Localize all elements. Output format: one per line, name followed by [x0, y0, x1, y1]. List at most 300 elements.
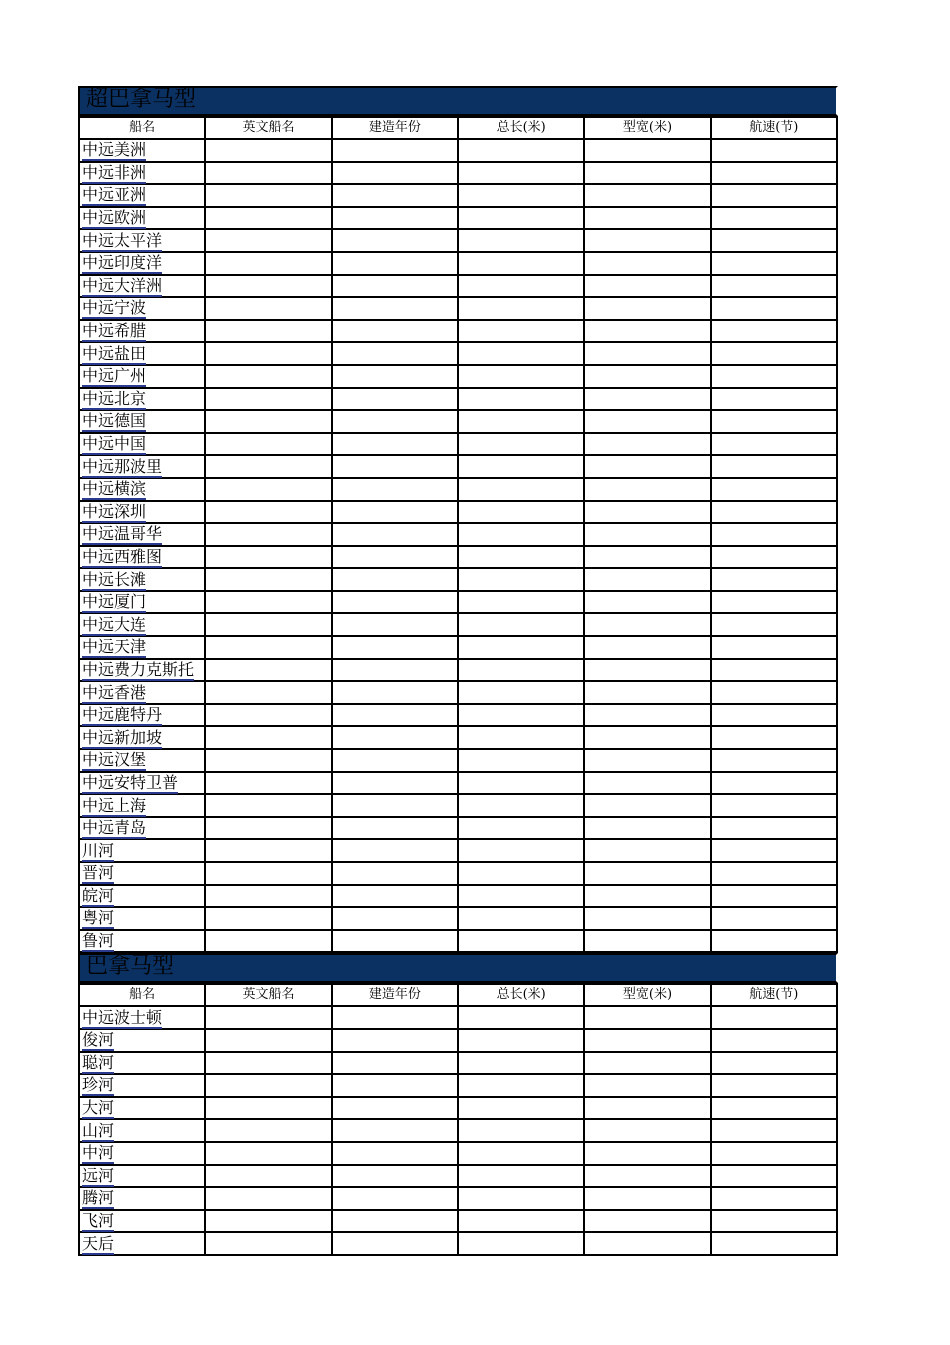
- empty-cell[interactable]: [332, 365, 458, 388]
- empty-cell[interactable]: [711, 1029, 837, 1052]
- ship-name-cell[interactable]: [79, 275, 205, 298]
- empty-cell[interactable]: [205, 568, 331, 591]
- empty-cell[interactable]: [458, 546, 584, 569]
- empty-cell[interactable]: [205, 772, 331, 795]
- empty-cell[interactable]: [332, 501, 458, 524]
- empty-cell[interactable]: [205, 388, 331, 411]
- empty-cell[interactable]: [584, 817, 710, 840]
- empty-cell[interactable]: [205, 726, 331, 749]
- empty-cell[interactable]: [458, 817, 584, 840]
- empty-cell[interactable]: [711, 229, 837, 252]
- empty-cell[interactable]: [711, 139, 837, 162]
- empty-cell[interactable]: [332, 320, 458, 343]
- empty-cell[interactable]: [458, 139, 584, 162]
- empty-cell[interactable]: [584, 704, 710, 727]
- ship-name-cell[interactable]: [79, 546, 205, 569]
- ship-name-cell[interactable]: [79, 455, 205, 478]
- ship-name-cell[interactable]: [79, 1074, 205, 1097]
- empty-cell[interactable]: [458, 297, 584, 320]
- empty-cell[interactable]: [584, 455, 710, 478]
- empty-cell[interactable]: [711, 365, 837, 388]
- empty-cell[interactable]: [332, 1210, 458, 1233]
- empty-cell[interactable]: [584, 659, 710, 682]
- empty-cell[interactable]: [711, 1165, 837, 1188]
- empty-cell[interactable]: [711, 1187, 837, 1210]
- ship-name-cell[interactable]: [79, 342, 205, 365]
- empty-cell[interactable]: [332, 1142, 458, 1165]
- empty-cell[interactable]: [711, 275, 837, 298]
- empty-cell[interactable]: [458, 388, 584, 411]
- empty-cell[interactable]: [458, 1074, 584, 1097]
- empty-cell[interactable]: [711, 1097, 837, 1120]
- empty-cell[interactable]: [584, 478, 710, 501]
- empty-cell[interactable]: [458, 1097, 584, 1120]
- empty-cell[interactable]: [332, 410, 458, 433]
- empty-cell[interactable]: [711, 478, 837, 501]
- empty-cell[interactable]: [458, 885, 584, 908]
- empty-cell[interactable]: [458, 1119, 584, 1142]
- empty-cell[interactable]: [332, 1165, 458, 1188]
- empty-cell[interactable]: [584, 1210, 710, 1233]
- ship-name-cell[interactable]: [79, 704, 205, 727]
- ship-name-link[interactable]: 皖河: [82, 885, 115, 905]
- empty-cell[interactable]: [584, 410, 710, 433]
- empty-cell[interactable]: [205, 546, 331, 569]
- empty-cell[interactable]: [711, 862, 837, 885]
- ship-name-link[interactable]: 中远波士顿: [82, 1007, 163, 1027]
- empty-cell[interactable]: [332, 1187, 458, 1210]
- empty-cell[interactable]: [205, 659, 331, 682]
- ship-name-cell[interactable]: [79, 659, 205, 682]
- empty-cell[interactable]: [205, 410, 331, 433]
- empty-cell[interactable]: [584, 1052, 710, 1075]
- empty-cell[interactable]: [711, 1052, 837, 1075]
- ship-name-link[interactable]: 中远长滩: [82, 569, 147, 589]
- empty-cell[interactable]: [205, 1029, 331, 1052]
- empty-cell[interactable]: [584, 1119, 710, 1142]
- empty-cell[interactable]: [205, 749, 331, 772]
- ship-name-link[interactable]: 中远广州: [82, 366, 147, 386]
- empty-cell[interactable]: [711, 1232, 837, 1255]
- ship-name-cell[interactable]: [79, 523, 205, 546]
- ship-name-link[interactable]: 鲁河: [82, 931, 115, 951]
- empty-cell[interactable]: [332, 1029, 458, 1052]
- empty-cell[interactable]: [332, 523, 458, 546]
- empty-cell[interactable]: [584, 1097, 710, 1120]
- empty-cell[interactable]: [711, 636, 837, 659]
- empty-cell[interactable]: [584, 794, 710, 817]
- empty-cell[interactable]: [458, 162, 584, 185]
- empty-cell[interactable]: [332, 749, 458, 772]
- ship-name-link[interactable]: 中远鹿特丹: [82, 705, 163, 725]
- empty-cell[interactable]: [584, 207, 710, 230]
- ship-name-link[interactable]: 中远印度洋: [82, 253, 163, 273]
- empty-cell[interactable]: [205, 591, 331, 614]
- ship-name-cell[interactable]: [79, 613, 205, 636]
- ship-name-link[interactable]: 天后: [82, 1233, 115, 1253]
- empty-cell[interactable]: [711, 704, 837, 727]
- empty-cell[interactable]: [332, 591, 458, 614]
- empty-cell[interactable]: [205, 1074, 331, 1097]
- ship-name-cell[interactable]: [79, 839, 205, 862]
- empty-cell[interactable]: [205, 342, 331, 365]
- empty-cell[interactable]: [584, 726, 710, 749]
- empty-cell[interactable]: [584, 320, 710, 343]
- ship-name-link[interactable]: 中远大连: [82, 614, 147, 634]
- ship-name-link[interactable]: 中远大洋洲: [82, 275, 163, 295]
- empty-cell[interactable]: [584, 772, 710, 795]
- ship-name-cell[interactable]: [79, 388, 205, 411]
- empty-cell[interactable]: [711, 659, 837, 682]
- ship-name-link[interactable]: 中远上海: [82, 795, 147, 815]
- empty-cell[interactable]: [711, 1142, 837, 1165]
- empty-cell[interactable]: [458, 794, 584, 817]
- ship-name-cell[interactable]: [79, 568, 205, 591]
- ship-name-link[interactable]: 粤河: [82, 908, 115, 928]
- empty-cell[interactable]: [332, 229, 458, 252]
- empty-cell[interactable]: [584, 1074, 710, 1097]
- ship-name-link[interactable]: 中远深圳: [82, 501, 147, 521]
- empty-cell[interactable]: [711, 297, 837, 320]
- empty-cell[interactable]: [458, 523, 584, 546]
- ship-name-link[interactable]: 中远香港: [82, 682, 147, 702]
- ship-name-cell[interactable]: [79, 817, 205, 840]
- empty-cell[interactable]: [711, 162, 837, 185]
- ship-name-cell[interactable]: [79, 885, 205, 908]
- empty-cell[interactable]: [332, 162, 458, 185]
- empty-cell[interactable]: [205, 433, 331, 456]
- ship-name-link[interactable]: 山河: [82, 1120, 115, 1140]
- ship-name-cell[interactable]: [79, 1187, 205, 1210]
- empty-cell[interactable]: [332, 388, 458, 411]
- ship-name-cell[interactable]: [79, 726, 205, 749]
- ship-name-cell[interactable]: [79, 478, 205, 501]
- empty-cell[interactable]: [711, 930, 837, 953]
- ship-name-cell[interactable]: [79, 433, 205, 456]
- ship-name-cell[interactable]: [79, 207, 205, 230]
- empty-cell[interactable]: [458, 1052, 584, 1075]
- empty-cell[interactable]: [711, 568, 837, 591]
- empty-cell[interactable]: [332, 862, 458, 885]
- ship-name-cell[interactable]: [79, 930, 205, 953]
- empty-cell[interactable]: [584, 839, 710, 862]
- empty-cell[interactable]: [458, 907, 584, 930]
- ship-name-link[interactable]: 中远太平洋: [82, 230, 163, 250]
- empty-cell[interactable]: [332, 930, 458, 953]
- empty-cell[interactable]: [584, 523, 710, 546]
- empty-cell[interactable]: [711, 591, 837, 614]
- empty-cell[interactable]: [205, 794, 331, 817]
- empty-cell[interactable]: [205, 907, 331, 930]
- empty-cell[interactable]: [584, 568, 710, 591]
- empty-cell[interactable]: [711, 885, 837, 908]
- empty-cell[interactable]: [584, 681, 710, 704]
- empty-cell[interactable]: [332, 772, 458, 795]
- empty-cell[interactable]: [584, 388, 710, 411]
- empty-cell[interactable]: [332, 659, 458, 682]
- empty-cell[interactable]: [711, 207, 837, 230]
- empty-cell[interactable]: [458, 1187, 584, 1210]
- empty-cell[interactable]: [332, 297, 458, 320]
- empty-cell[interactable]: [332, 568, 458, 591]
- empty-cell[interactable]: [584, 1165, 710, 1188]
- empty-cell[interactable]: [458, 184, 584, 207]
- empty-cell[interactable]: [205, 839, 331, 862]
- empty-cell[interactable]: [458, 365, 584, 388]
- ship-name-cell[interactable]: [79, 907, 205, 930]
- empty-cell[interactable]: [205, 1119, 331, 1142]
- ship-name-link[interactable]: 珍河: [82, 1075, 115, 1095]
- empty-cell[interactable]: [332, 342, 458, 365]
- empty-cell[interactable]: [458, 252, 584, 275]
- ship-name-link[interactable]: 中远西雅图: [82, 546, 163, 566]
- ship-name-link[interactable]: 中河: [82, 1143, 115, 1163]
- ship-name-link[interactable]: 中远非洲: [82, 162, 147, 182]
- empty-cell[interactable]: [584, 184, 710, 207]
- empty-cell[interactable]: [205, 704, 331, 727]
- ship-name-cell[interactable]: [79, 681, 205, 704]
- empty-cell[interactable]: [584, 1029, 710, 1052]
- empty-cell[interactable]: [205, 681, 331, 704]
- empty-cell[interactable]: [711, 907, 837, 930]
- ship-name-cell[interactable]: [79, 501, 205, 524]
- empty-cell[interactable]: [332, 455, 458, 478]
- empty-cell[interactable]: [711, 613, 837, 636]
- ship-name-link[interactable]: 晋河: [82, 863, 115, 883]
- ship-name-link[interactable]: 中远横滨: [82, 479, 147, 499]
- empty-cell[interactable]: [205, 1232, 331, 1255]
- ship-name-link[interactable]: 川河: [82, 840, 115, 860]
- empty-cell[interactable]: [711, 1119, 837, 1142]
- empty-cell[interactable]: [584, 275, 710, 298]
- ship-name-cell[interactable]: [79, 636, 205, 659]
- empty-cell[interactable]: [458, 410, 584, 433]
- empty-cell[interactable]: [205, 1210, 331, 1233]
- ship-name-cell[interactable]: [79, 1165, 205, 1188]
- empty-cell[interactable]: [711, 252, 837, 275]
- empty-cell[interactable]: [458, 704, 584, 727]
- empty-cell[interactable]: [584, 162, 710, 185]
- ship-name-link[interactable]: 中远那波里: [82, 456, 163, 476]
- ship-name-cell[interactable]: [79, 749, 205, 772]
- empty-cell[interactable]: [332, 252, 458, 275]
- empty-cell[interactable]: [205, 207, 331, 230]
- empty-cell[interactable]: [458, 1210, 584, 1233]
- empty-cell[interactable]: [711, 342, 837, 365]
- empty-cell[interactable]: [205, 862, 331, 885]
- empty-cell[interactable]: [332, 704, 458, 727]
- empty-cell[interactable]: [711, 794, 837, 817]
- empty-cell[interactable]: [332, 726, 458, 749]
- empty-cell[interactable]: [205, 478, 331, 501]
- empty-cell[interactable]: [458, 320, 584, 343]
- ship-name-link[interactable]: 远河: [82, 1165, 115, 1185]
- ship-name-cell[interactable]: [79, 1006, 205, 1029]
- ship-name-cell[interactable]: [79, 162, 205, 185]
- ship-name-link[interactable]: 中远北京: [82, 388, 147, 408]
- ship-name-link[interactable]: 中远欧洲: [82, 208, 147, 228]
- ship-name-cell[interactable]: [79, 139, 205, 162]
- empty-cell[interactable]: [205, 1052, 331, 1075]
- empty-cell[interactable]: [711, 1006, 837, 1029]
- ship-name-cell[interactable]: [79, 252, 205, 275]
- empty-cell[interactable]: [205, 501, 331, 524]
- empty-cell[interactable]: [205, 1006, 331, 1029]
- empty-cell[interactable]: [332, 839, 458, 862]
- empty-cell[interactable]: [711, 546, 837, 569]
- ship-name-link[interactable]: 中远盐田: [82, 343, 147, 363]
- ship-name-link[interactable]: 中远亚洲: [82, 185, 147, 205]
- empty-cell[interactable]: [458, 659, 584, 682]
- ship-name-link[interactable]: 飞河: [82, 1211, 115, 1231]
- empty-cell[interactable]: [205, 455, 331, 478]
- empty-cell[interactable]: [711, 184, 837, 207]
- empty-cell[interactable]: [205, 636, 331, 659]
- empty-cell[interactable]: [458, 772, 584, 795]
- empty-cell[interactable]: [458, 726, 584, 749]
- empty-cell[interactable]: [711, 388, 837, 411]
- ship-name-cell[interactable]: [79, 410, 205, 433]
- empty-cell[interactable]: [458, 568, 584, 591]
- empty-cell[interactable]: [584, 501, 710, 524]
- empty-cell[interactable]: [332, 275, 458, 298]
- empty-cell[interactable]: [458, 1165, 584, 1188]
- ship-name-link[interactable]: 中远天津: [82, 637, 147, 657]
- ship-name-cell[interactable]: [79, 184, 205, 207]
- empty-cell[interactable]: [205, 613, 331, 636]
- empty-cell[interactable]: [205, 1142, 331, 1165]
- empty-cell[interactable]: [332, 1232, 458, 1255]
- empty-cell[interactable]: [332, 207, 458, 230]
- empty-cell[interactable]: [458, 1232, 584, 1255]
- empty-cell[interactable]: [584, 252, 710, 275]
- empty-cell[interactable]: [205, 1165, 331, 1188]
- empty-cell[interactable]: [711, 749, 837, 772]
- empty-cell[interactable]: [458, 501, 584, 524]
- ship-name-cell[interactable]: [79, 794, 205, 817]
- ship-name-link[interactable]: 俊河: [82, 1030, 115, 1050]
- empty-cell[interactable]: [584, 885, 710, 908]
- ship-name-link[interactable]: 中远费力克斯托: [82, 659, 195, 679]
- empty-cell[interactable]: [205, 817, 331, 840]
- empty-cell[interactable]: [458, 862, 584, 885]
- ship-name-link[interactable]: 中远中国: [82, 434, 147, 454]
- empty-cell[interactable]: [458, 1142, 584, 1165]
- empty-cell[interactable]: [584, 749, 710, 772]
- empty-cell[interactable]: [205, 320, 331, 343]
- empty-cell[interactable]: [584, 591, 710, 614]
- empty-cell[interactable]: [458, 591, 584, 614]
- ship-name-cell[interactable]: [79, 229, 205, 252]
- ship-name-cell[interactable]: [79, 320, 205, 343]
- empty-cell[interactable]: [584, 907, 710, 930]
- empty-cell[interactable]: [458, 433, 584, 456]
- ship-name-cell[interactable]: [79, 1232, 205, 1255]
- empty-cell[interactable]: [584, 546, 710, 569]
- empty-cell[interactable]: [458, 636, 584, 659]
- empty-cell[interactable]: [584, 1232, 710, 1255]
- empty-cell[interactable]: [205, 229, 331, 252]
- empty-cell[interactable]: [458, 229, 584, 252]
- empty-cell[interactable]: [332, 794, 458, 817]
- empty-cell[interactable]: [332, 1074, 458, 1097]
- ship-name-cell[interactable]: [79, 591, 205, 614]
- ship-name-link[interactable]: 中远美洲: [82, 140, 147, 160]
- empty-cell[interactable]: [711, 817, 837, 840]
- empty-cell[interactable]: [332, 478, 458, 501]
- ship-name-link[interactable]: 大河: [82, 1098, 115, 1118]
- empty-cell[interactable]: [332, 907, 458, 930]
- ship-name-cell[interactable]: [79, 772, 205, 795]
- empty-cell[interactable]: [584, 342, 710, 365]
- empty-cell[interactable]: [332, 1052, 458, 1075]
- ship-name-link[interactable]: 中远安特卫普: [82, 772, 179, 792]
- empty-cell[interactable]: [584, 862, 710, 885]
- empty-cell[interactable]: [205, 275, 331, 298]
- empty-cell[interactable]: [205, 297, 331, 320]
- empty-cell[interactable]: [711, 839, 837, 862]
- empty-cell[interactable]: [205, 930, 331, 953]
- empty-cell[interactable]: [332, 681, 458, 704]
- empty-cell[interactable]: [584, 1142, 710, 1165]
- empty-cell[interactable]: [711, 1210, 837, 1233]
- ship-name-link[interactable]: 中远新加坡: [82, 727, 163, 747]
- empty-cell[interactable]: [711, 433, 837, 456]
- empty-cell[interactable]: [205, 1097, 331, 1120]
- empty-cell[interactable]: [205, 184, 331, 207]
- empty-cell[interactable]: [584, 1187, 710, 1210]
- empty-cell[interactable]: [332, 1006, 458, 1029]
- ship-name-link[interactable]: 中远德国: [82, 411, 147, 431]
- ship-name-cell[interactable]: [79, 862, 205, 885]
- empty-cell[interactable]: [205, 162, 331, 185]
- empty-cell[interactable]: [584, 433, 710, 456]
- empty-cell[interactable]: [711, 681, 837, 704]
- empty-cell[interactable]: [458, 613, 584, 636]
- ship-name-cell[interactable]: [79, 1119, 205, 1142]
- empty-cell[interactable]: [458, 839, 584, 862]
- empty-cell[interactable]: [711, 1074, 837, 1097]
- empty-cell[interactable]: [458, 930, 584, 953]
- empty-cell[interactable]: [458, 207, 584, 230]
- empty-cell[interactable]: [711, 455, 837, 478]
- empty-cell[interactable]: [205, 365, 331, 388]
- ship-name-cell[interactable]: [79, 1210, 205, 1233]
- ship-name-link[interactable]: 中远温哥华: [82, 524, 163, 544]
- empty-cell[interactable]: [332, 885, 458, 908]
- ship-name-cell[interactable]: [79, 1142, 205, 1165]
- ship-name-cell[interactable]: [79, 297, 205, 320]
- empty-cell[interactable]: [458, 342, 584, 365]
- empty-cell[interactable]: [332, 433, 458, 456]
- ship-name-link[interactable]: 中远宁波: [82, 298, 147, 318]
- empty-cell[interactable]: [205, 139, 331, 162]
- empty-cell[interactable]: [332, 139, 458, 162]
- ship-name-cell[interactable]: [79, 365, 205, 388]
- empty-cell[interactable]: [458, 478, 584, 501]
- empty-cell[interactable]: [332, 636, 458, 659]
- ship-name-cell[interactable]: [79, 1029, 205, 1052]
- empty-cell[interactable]: [711, 523, 837, 546]
- empty-cell[interactable]: [584, 1006, 710, 1029]
- empty-cell[interactable]: [711, 320, 837, 343]
- empty-cell[interactable]: [711, 410, 837, 433]
- ship-name-link[interactable]: 中远青岛: [82, 818, 147, 838]
- ship-name-link[interactable]: 中远希腊: [82, 321, 147, 341]
- empty-cell[interactable]: [332, 613, 458, 636]
- empty-cell[interactable]: [584, 297, 710, 320]
- empty-cell[interactable]: [711, 726, 837, 749]
